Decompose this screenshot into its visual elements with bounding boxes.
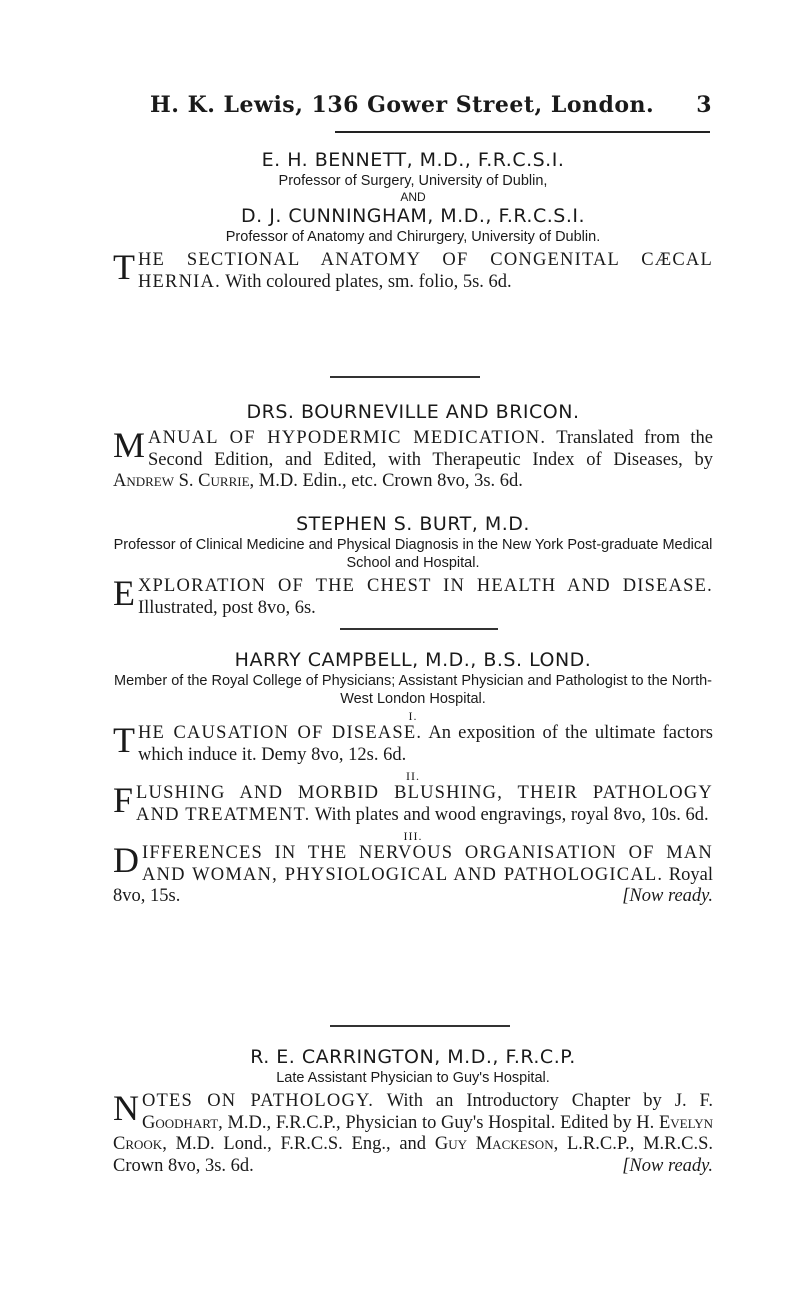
contributor-name: J. F. Goodhart [142,1091,713,1133]
book-title: HE SECTIONAL ANATOMY OF CONGENITAL CÆCAL HERNIA. [138,250,713,292]
book-description: , M.D. Lond., F.R.C.S. Eng., and [162,1134,427,1154]
book-title: ANUAL OF HYPODERMIC MEDICATION. [148,428,547,448]
book-listing [113,720,713,766]
author-affiliation: Professor of Clinical Medicine and Physical Diagnosis in the New York Post-graduate Medical School and Hospital. [113,537,713,571]
book-description: Illustrated, post 8vo, 6s. [138,597,316,618]
drop-cap: N [113,1088,139,1128]
book-description: Translated from the Second Edition, and Edited, with Therapeutic Index of Diseases, by [148,428,713,470]
book-listing [113,425,713,493]
book-listing [113,247,713,293]
availability-note: [Now ready. [622,886,713,906]
book-title: XPLORATION OF THE CHEST IN HEALTH AND DISEASE. [138,576,713,596]
author-affiliation: Late Assistant Physician to Guy's Hospital. [276,1070,550,1086]
drop-cap: T [113,720,135,760]
author-name: R. E. CARRINGTON, M.D., F.R.C.P. [250,1046,576,1068]
author-name: DRS. BOURNEVILLE AND BRICON. [246,401,580,423]
book-description: , M.D., F.R.C.P., Physician to Guy's Hospital. Edited by [218,1112,632,1133]
book-description: With an Introductory Chapter by [386,1091,662,1111]
book-listing [113,573,713,619]
volume-numeral: III. [403,829,423,843]
book-description: An exposition of the ultimate factors which induce it. Demy 8vo, 12s. 6d. [138,723,713,765]
author-affiliation: Member of the Royal College of Physicians; Assistant Physician and Pathologist to the North-West London Hospital. [113,673,713,707]
drop-cap: D [113,840,139,880]
author-affiliation: Professor of Anatomy and Chirurgery, University of Dublin. [225,229,601,245]
header-rule [335,131,710,133]
book-listing [113,780,713,826]
book-title: LUSHING AND MORBID BLUSHING, THEIR PATHOLOGY AND TREATMENT. [136,783,713,825]
book-description: , L.R.C.P., M.R.C.S. Crown 8vo, 3s. 6d. [113,1134,713,1176]
author-name: E. H. BENNETT, M.D., F.R.C.S.I. [261,149,565,171]
author-affiliation: Professor of Surgery, University of Dublin, [278,173,548,189]
section-divider [330,1025,510,1027]
section-divider [330,376,480,378]
drop-cap: F [113,780,134,820]
book-listing [113,1088,713,1177]
section-divider [340,628,498,630]
page-number: 3 [696,92,712,118]
editor-name: H. Evelyn Crook [113,1112,713,1154]
author-name: HARRY CAMPBELL, M.D., B.S. LOND. [234,649,592,671]
entry-burt [113,512,713,619]
book-title: HE CAUSATION OF DISEASE. [138,723,423,743]
editor-name: Andrew S. Currie [113,471,250,491]
drop-cap: T [113,247,135,287]
book-title: OTES ON PATHOLOGY. [142,1091,375,1111]
book-description: With plates and wood engravings, royal 8vo, 10s. 6d. [314,804,709,825]
volume-numeral: I. [408,709,418,723]
book-description: With coloured plates, sm. folio, 5s. 6d. [225,271,512,292]
author-name: STEPHEN S. BURT, M.D. [296,513,530,535]
volume-numeral: II. [406,769,420,783]
drop-cap: M [113,425,146,465]
and-separator: AND [400,190,426,204]
author-name: D. J. CUNNINGHAM, M.D., F.R.C.S.I. [241,205,585,227]
book-title: IFFERENCES IN THE NERVOUS ORGANISATION OF MAN AND WOMAN, PHYSIOLOGICAL AND PATHOLOGICAL. [142,843,713,885]
book-listing [113,840,713,908]
drop-cap: E [113,573,135,613]
book-description: , M.D. Edin., etc. Crown 8vo, 3s. 6d. [249,471,523,491]
editor-name: Guy Mackeson [434,1134,554,1154]
entry-bourneville-bricon [113,400,713,493]
entry-bennett-cunningham [113,148,713,293]
entry-campbell [113,648,713,908]
book-description: Royal 8vo, 15s. [113,864,713,906]
entry-carrington [113,1045,713,1177]
availability-note: [Now ready. [622,1155,713,1176]
publisher-line: H. K. Lewis, 136 Gower Street, London. [150,92,655,118]
